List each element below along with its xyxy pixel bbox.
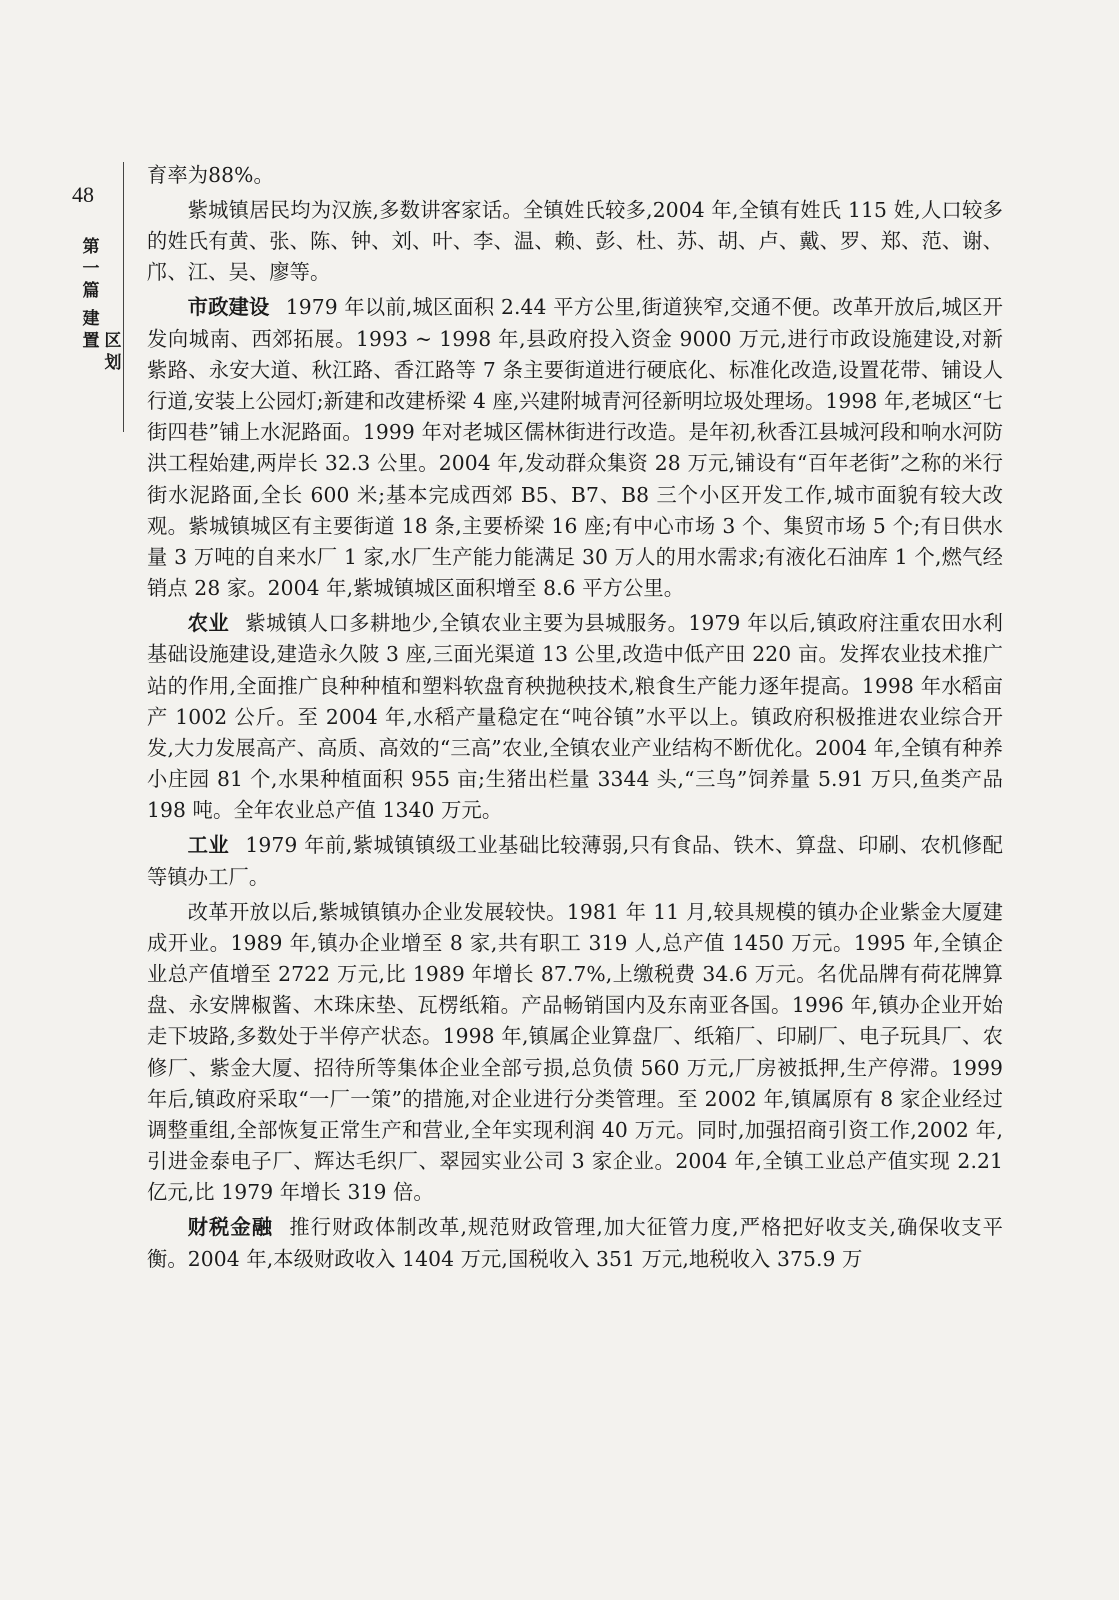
chapter-char: 建 <box>82 309 100 329</box>
section-heading: 市政建设 <box>187 295 270 320</box>
paragraph <box>147 830 1003 892</box>
paragraph-text: 1979 年以前,城区面积 2.44 平方公里,街道狭窄,交通不便。改革开放后,城区开发向城南、西郊拓展。1993 ~ 1998 年,县政府投入资金 9000 万元,进行市政设施建设,对新紫路、永安大道、秋江路、香江路等 7 条主要街道进行硬底化、标准化改造,设置花带、铺设人行道,安装上公园灯;新建和改建桥梁 4 座,兴建附城青河径新明垃圾处理场。1998 年,老城区“七街四巷”铺上水泥路面。1999 年对老城区儒林街进行改造。是年初,秋香江县城河段和响水河防洪工程始建,两岸长 32.3 公里。2004 年,发动群众集资 28 万元,铺设有“百年老街”之称的米行街水泥路面,全长 600 米;基本完成西郊 B5、B7、B8 三个小区开发工作,城市面貌有较大改观。紫城镇城区有主要街道 18 条,主要桥梁 16 座;有中心市场 3 个、集贸市场 5 个;有日供水量 3 万吨的自来水厂 1 家,水厂生产能力能满足 30 万人的用水需求;有液化石油库 1 个,燃气经销点 28 家。2004 年,紫城镇城区面积增至 8.6 平方公里。 <box>147 295 1003 601</box>
paragraph <box>147 195 1003 289</box>
paragraph <box>147 1212 1003 1274</box>
chapter-char: 划 <box>104 353 122 373</box>
paragraph-text: 紫城镇居民均为汉族,多数讲客家话。全镇姓氏较多,2004 年,全镇有姓氏 115 姓,人口较多的姓氏有黄、张、陈、钟、刘、叶、李、温、赖、彭、杜、苏、胡、卢、戴、罗、郑、范、谢、邝、江、吴、廖等。 <box>147 198 1004 285</box>
paragraph <box>147 608 1003 826</box>
paragraph-text: 改革开放以后,紫城镇镇办企业发展较快。1981 年 11 月,较具规模的镇办企业紫金大厦建成开业。1989 年,镇办企业增至 8 家,共有职工 319 人,总产值 1450 万元。1995 年,全镇企业总产值增至 2722 万元,比 1989 年增长 87.7%,上缴税费 34.6 万元。名优品牌有荷花牌算盘、永安牌椒酱、木珠床垫、瓦楞纸箱。产品畅销国内及东南亚各国。1996 年,镇办企业开始走下坡路,多数处于半停产状态。1998 年,镇属企业算盘厂、纸箱厂、印刷厂、电子玩具厂、农修厂、紫金大厦、招待所等集体企业全部亏损,总负债 560 万元,厂房被抵押,生产停滞。1999 年后,镇政府采取“一厂一策”的措施,对企业进行分类管理。至 2002 年,镇属原有 8 家企业经过调整重组,全部恢复正常生产和营业,全年实现利润 40 万元。同时,加强招商引资工作,2002 年,引进金泰电子厂、辉达毛织厂、翠园实业公司 3 家企业。2004 年,全镇工业总产值实现 2.21 亿元,比 1979 年增长 319 倍。 <box>147 899 1003 1205</box>
part-char: 第 <box>82 237 100 257</box>
paragraph <box>147 897 1003 1209</box>
paragraph <box>147 292 1003 604</box>
paragraph-text: 紫城镇人口多耕地少,全镇农业主要为县城服务。1979 年以后,镇政府注重农田水利基础设施建设,建造永久陂 3 座,三面光渠道 13 公里,改造中低产田 220 亩。发挥农业技术推广站的作用,全面推广良种种植和塑料软盘育秧抛秧技术,粮食生产能力逐年提高。1998 年水稻亩产 1002 公斤。至 2004 年,水稻产量稳定在“吨谷镇”水平以上。镇政府积极推进农业综合开发,大力发展高产、高质、高效的“三高”农业,全镇农业产业结构不断优化。2004 年,全镇有种养小庄园 81 个,水果种植面积 955 亩;生猪出栏量 3344 头,“三鸟”饲养量 5.91 万只,鱼类产品 198 吨。全年农业总产值 1340 万元。 <box>147 611 1003 823</box>
chapter-char: 区 <box>104 331 122 351</box>
section-heading: 工业 <box>187 833 230 858</box>
part-char: 一 <box>82 259 100 279</box>
part-label <box>80 236 102 302</box>
paragraph <box>147 160 1003 191</box>
paragraph-text: 1979 年前,紫城镇镇级工业基础比较薄弱,只有食品、铁木、算盘、印刷、农机修配等镇办工厂。 <box>147 833 1003 889</box>
chapter-char: 置 <box>82 331 100 351</box>
paragraph-text: 育率为88%。 <box>147 163 274 187</box>
page-number: 48 <box>72 182 94 207</box>
paragraph-text: 推行财政体制改革,规范财政管理,加大征管力度,严格把好收支关,确保收支平衡。2004 年,本级财政收入 1404 万元,国税收入 351 万元,地税收入 375.9 万 <box>147 1215 1004 1271</box>
body-text <box>147 160 1003 1279</box>
section-heading: 财税金融 <box>187 1215 274 1240</box>
section-heading: 农业 <box>187 611 230 636</box>
margin-rule <box>123 162 124 432</box>
chapter-label <box>80 308 124 374</box>
part-char: 篇 <box>82 281 100 301</box>
